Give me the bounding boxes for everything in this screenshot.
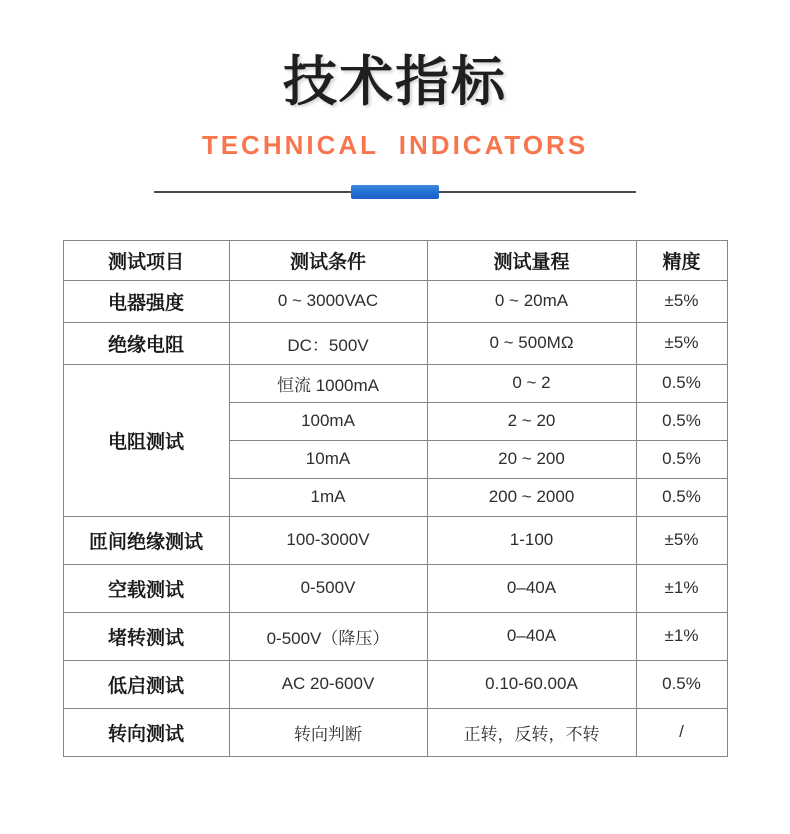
cell-item: 电器强度: [63, 280, 229, 322]
cell-range: 0–40A: [427, 612, 636, 660]
cell-item-merged: 电阻测试: [63, 364, 229, 516]
table-row: [63, 660, 727, 708]
cell-range: 正转，反转，不转: [427, 708, 636, 756]
cell-accuracy: 0.5%: [636, 440, 727, 478]
cell-range: 0 ~ 20mA: [427, 280, 636, 322]
col-header-item: 测试项目: [63, 240, 229, 280]
cell-accuracy: ±5%: [636, 322, 727, 364]
section-divider: [154, 185, 636, 199]
cell-condition: 100mA: [229, 402, 427, 440]
cell-accuracy: ±5%: [636, 280, 727, 322]
cell-condition: 恒流 1000mA: [229, 364, 427, 402]
cell-condition: 转向判断: [229, 708, 427, 756]
cell-item: 堵转测试: [63, 612, 229, 660]
table-row: [63, 280, 727, 322]
cell-accuracy: 0.5%: [636, 402, 727, 440]
col-header-condition: 测试条件: [229, 240, 427, 280]
cell-accuracy: /: [636, 708, 727, 756]
cell-condition: 0-500V（降压）: [229, 612, 427, 660]
cell-condition: 0-500V: [229, 564, 427, 612]
cell-accuracy: ±1%: [636, 612, 727, 660]
cell-accuracy: ±5%: [636, 516, 727, 564]
table-row: [63, 364, 727, 402]
table-row: [63, 564, 727, 612]
page-title: 技术指标: [283, 52, 507, 112]
cell-condition: 1mA: [229, 478, 427, 516]
cell-accuracy: 0.5%: [636, 364, 727, 402]
cell-item: 转向测试: [63, 708, 229, 756]
cell-condition: 10mA: [229, 440, 427, 478]
cell-range: 0–40A: [427, 564, 636, 612]
cell-item: 绝缘电阻: [63, 322, 229, 364]
table-row: [63, 708, 727, 756]
cell-range: 0 ~ 500MΩ: [427, 322, 636, 364]
cell-range: 1-100: [427, 516, 636, 564]
cell-condition: 100-3000V: [229, 516, 427, 564]
table-row: [63, 516, 727, 564]
col-header-range: 测试量程: [427, 240, 636, 280]
table-header-row: [63, 240, 727, 280]
cell-condition: DC：500V: [229, 322, 427, 364]
cell-accuracy: 0.5%: [636, 660, 727, 708]
cell-item: 匝间绝缘测试: [63, 516, 229, 564]
cell-range: 2 ~ 20: [427, 402, 636, 440]
cell-range: 20 ~ 200: [427, 440, 636, 478]
cell-accuracy: 0.5%: [636, 478, 727, 516]
page-subtitle: TECHNICAL INDICATORS: [201, 129, 589, 160]
table-row: [63, 322, 727, 364]
cell-item: 空载测试: [63, 564, 229, 612]
cell-condition: 0 ~ 3000VAC: [229, 280, 427, 322]
spec-table: [63, 240, 728, 757]
cell-accuracy: ±1%: [636, 564, 727, 612]
cell-range: 0.10-60.00A: [427, 660, 636, 708]
cell-range: 0 ~ 2: [427, 364, 636, 402]
cell-condition: AC 20-600V: [229, 660, 427, 708]
table-row: [63, 612, 727, 660]
divider-blue-bar: [351, 185, 439, 199]
col-header-accuracy: 精度: [636, 240, 727, 280]
cell-item: 低启测试: [63, 660, 229, 708]
cell-range: 200 ~ 2000: [427, 478, 636, 516]
